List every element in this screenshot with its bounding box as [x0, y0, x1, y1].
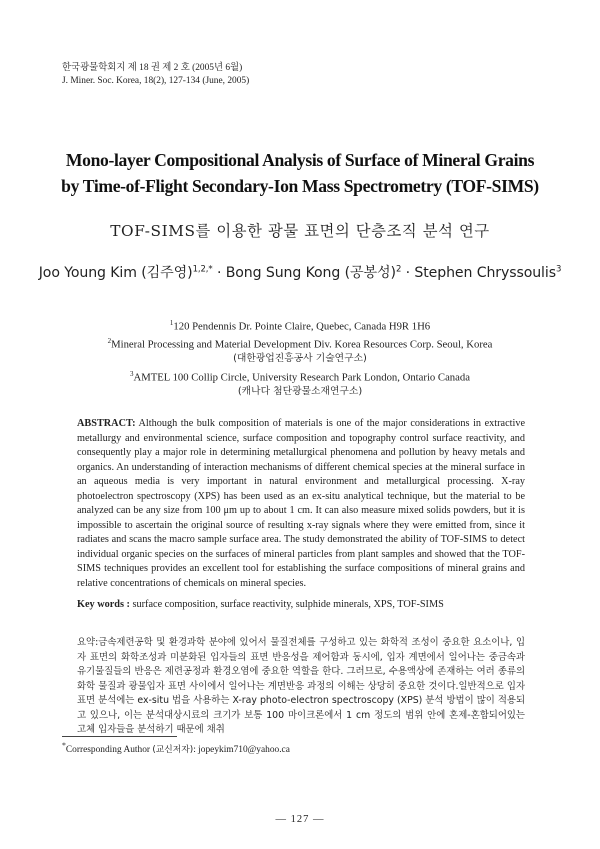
keywords-text: surface composition, surface reactivity, sulphide minerals, XPS, TOF-SIMS — [132, 599, 444, 610]
journal-header-korean: 한국광물학회지 제 18 권 제 2 호 (2005년 6월) — [62, 63, 243, 73]
affiliation — [40, 367, 560, 385]
affiliation-korean: (캐나다 첨단광물소재연구소) — [237, 386, 363, 398]
author-affiliation-mark: 1,2,* — [192, 264, 213, 275]
footnote-mark: * — [62, 741, 66, 750]
korean-title: TOF-SIMS를 이용한 광물 표면의 단층조직 분석 연구 — [110, 222, 490, 240]
affiliation-text: AMTEL 100 Collip Circle, University Research Park London, Ontario Canada — [133, 371, 470, 384]
affiliation-mark: 1 — [169, 319, 174, 327]
footnote-korean-label: (교신저자) — [152, 745, 194, 756]
paper-title-line-2: by Time-of-Flight Secondary-Ion Mass Spectrometry (TOF-SIMS) — [61, 176, 539, 196]
author-name: Stephen Chryssoulis — [414, 265, 556, 281]
affiliation — [40, 334, 560, 352]
footnote — [62, 741, 290, 755]
footnote-email: : jopeykim710@yahoo.ca — [193, 745, 290, 756]
abstract-label: ABSTRACT — [77, 418, 133, 429]
author-affiliation-mark: 3 — [555, 264, 562, 275]
paper-title — [20, 147, 580, 199]
journal-header-citation: J. Miner. Soc. Korea, 18(2), 127-134 (June, 2005) — [62, 76, 250, 86]
affiliation-text: 120 Pendennis Dr. Pointe Claire, Quebec, Canada H9R 1H6 — [173, 320, 431, 333]
affiliation-korean: (대한광업진흥공사 기술연구소) — [233, 353, 367, 365]
author-name: Joo Young Kim (김주영) — [38, 265, 193, 281]
affiliation-list — [40, 316, 560, 400]
keywords: Key words : surface composition, surface reactivity, sulphide minerals, XPS, TOF-SIMS — [77, 599, 444, 610]
journal-header — [62, 62, 249, 88]
author-name: Bong Sung Kong (공봉성) — [225, 265, 396, 281]
korean-abstract-label: 요약 — [77, 637, 96, 648]
keywords-label: Key words — [77, 599, 124, 610]
author-list — [10, 262, 590, 282]
page-number: — 127 — — [275, 814, 325, 825]
abstract-text: Although the bulk composition of materials is one of the major considerations in extractive metallurgy and environmental science, surface composition and topography control surface reactivity, and consequently play a major role in determining metallurgical phenomena and pollution by heavy metals and organics. An understanding of interaction mechanisms of different chemical species at the mineral surface in an aqueous media is very important in natural environment and metallurgical processing. X-ray photoelectron spectroscopy (XPS) has been used as an ex-situ analytical technique, but the material to be analyzed can be any size from 100 μm up to about 1 cm. It can also measure mixed solids powders, but it is impossible to ascertain the original source of resulting x-ray signals where they were emitted from, since it radiates and scans the macro sample surface area. The study demonstrated the ability of TOF-SIMS to detect individual organic species on the surfaces of mineral particles from plant samples and showed that the TOF-SIMS techniques provides an excellent tool for establishing the surface compositions of mineral grains and relative concentrations of chemicals on mineral species. — [77, 418, 525, 590]
affiliation — [40, 316, 560, 334]
author-affiliation-mark: 2 — [395, 264, 402, 275]
author-separator: · — [401, 265, 415, 281]
author-separator: · — [212, 265, 226, 281]
korean-abstract-text: 금속제련공학 및 환경과학 분야에 있어서 물질전체를 구성하고 있는 화학적 조성이 중요한 요소이나, 입자 표면의 화학조성과 미분화된 입자들의 표면 반응성을 제어함과 동시에, 입자 계면에서 일어나는 중금속과 유기물질들의 반응은 제련공정과 환경오염에 중요한 역할을 한다. 그러므로, 수용액상에 존재하는 여러 종류의 화학 물질과 광물입자 표면 사이에서 일어나는 계면반응 과정의 이해는 상당히 중요한 것이다.일반적으로 입자 표면 분석에는 ex-situ 법을 사용하는 X-ray photo-electron spectroscopy (XPS) 분석 방법이 많이 적용되고 있으나, 이는 분석대상시료의 크기가 보통 100 마이크론에서 1 cm 정도의 범위 안에 혼제-혼합되어있는 고체 입자들을 분석하기 때문에 채취 — [77, 637, 525, 736]
footnote-label: Corresponding Author — [65, 745, 151, 756]
paper-title-line-1: Mono-layer Compositional Analysis of Surface of Mineral Grains — [65, 150, 535, 170]
affiliation-text: Mineral Processing and Material Development Div. Korea Resources Corp. Seoul, Korea — [111, 338, 493, 351]
affiliation-mark: 2 — [107, 337, 112, 346]
affiliation-mark: 3 — [130, 369, 134, 378]
korean-abstract: 요약:금속제련공학 및 환경과학 분야에 있어서 물질전체를 구성하고 있는 화학적 조성이 중요한 요소이나, 입자 표면의 화학조성과 미분화된 입자들의 표면 반응성을 제어함과 동시에, 입자 계면에서 일어나는 중금속과 유기물질들의 반응은 제련공정과 환경오염에 중요한 역할을 한다. 그러므로, 수용액상에 존재하는 여러 종류의 화학 물질과 광물입자 표면 사이에서 일어나는 계면반응 과정의 이해는 상당히 중요한 것이다.일반적으로 입자 표면 분석에는 ex-situ 법을 사용하는 X-ray photo-electron spectroscopy (XPS) 분석 방법이 많이 적용되고 있으나, 이는 분석대상시료의 크기가 보통 100 마이크론에서 1 cm 정도의 범위 안에 혼제-혼합되어있는 고체 입자들을 분석하기 때문에 채취 — [77, 637, 525, 736]
abstract: ABSTRACT: Although the bulk composition of materials is one of the major considerations in extractive metallurgy and environmental science, surface composition and topography control surface reactivity, and consequently play a major role in determining metallurgical phenomena and pollution by heavy metals and organics. An understanding of interaction mechanisms of different chemical species at the mineral surface in an aqueous media is very important in natural environment and metallurgical processing. X-ray photoelectron spectroscopy (XPS) has been used as an ex-situ analytical technique, but the material to be analyzed can be any size from 100 μm up to about 1 cm. It can also measure mixed solids powders, but it is impossible to ascertain the original source of resulting x-ray signals where they were emitted from, since it radiates and scans the macro sample surface area. The study demonstrated the ability of TOF-SIMS to detect individual organic species on the surfaces of mineral particles from plant samples and showed that the TOF-SIMS techniques provides an excellent tool for establishing the surface compositions of mineral grains and relative concentrations of chemicals on mineral species. — [77, 418, 525, 590]
footnote-divider — [62, 736, 177, 737]
